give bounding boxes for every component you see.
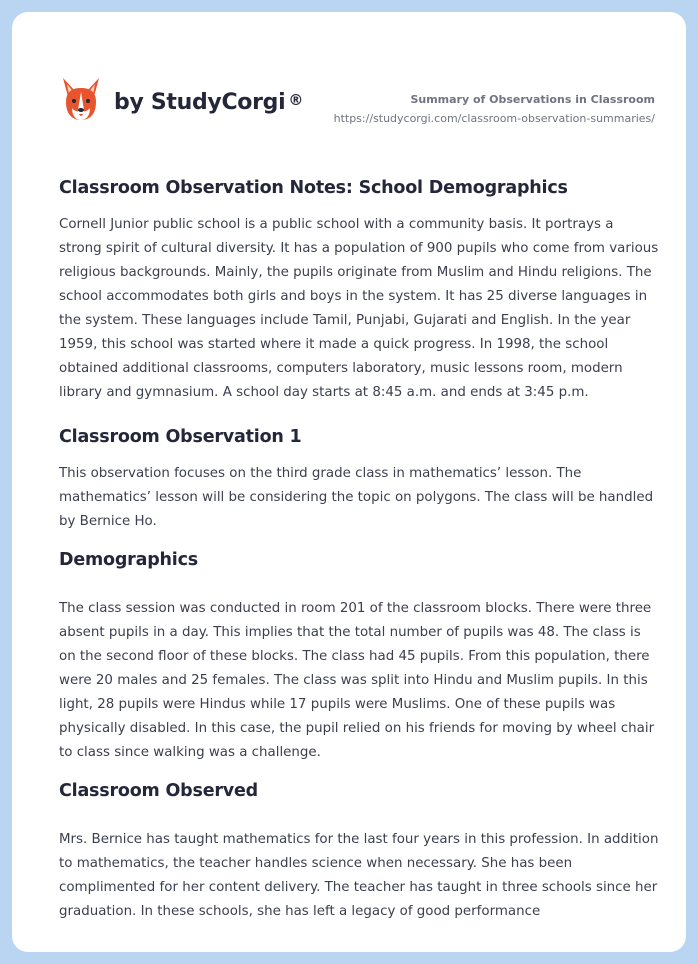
- registered-mark: ®: [288, 91, 304, 109]
- document-url[interactable]: https://studycorgi.com/classroom-observation-summaries/: [333, 112, 655, 125]
- studycorgi-logo[interactable]: [60, 76, 303, 124]
- brand-name: by StudyCorgi: [114, 89, 286, 115]
- section-paragraph: The class session was conducted in room 201 of the classroom blocks. There were three absent pupils in a day. This implies that the total number of pupils was 48. The class is on the second floor of these blocks. The class had 45 pupils. From this population, there were 20 males and 25 females. The class was split into Hindu and Muslim pupils. In this light, 28 pupils were Hindus while 17 pupils were Muslims. One of these pupils was physically disabled. In this case, the pupil relied on his friends for moving by wheel chair to class since walking was a challenge.: [59, 601, 655, 760]
- section-heading: Classroom Observation 1: [59, 427, 302, 447]
- section-heading: Classroom Observation Notes: School Demographics: [59, 178, 568, 198]
- section-paragraph: Mrs. Bernice has taught mathematics for the last four years in this profession. In addition to mathematics, the teacher handles science when necessary. She has been complimented for her content delivery. The teacher has taught in three schools since her graduation. In these schools, she has left a legacy of good performance: [59, 832, 659, 919]
- section-paragraph: Cornell Junior public school is a public school with a community basis. It portrays a strong spirit of cultural diversity. It has a population of 900 pupils who come from various religious backgrounds. Mainly, the pupils originate from Muslim and Hindu religions. The school accommodates both girls and boys in the system. It has 25 diverse languages in the system. These languages include Tamil, Punjabi, Gujarati and English. In the year 1959, this school was started where it made a quick progress. In 1998, the school obtained additional classrooms, computers laboratory, music lessons room, modern library and gymnasium. A school day starts at 8:45 a.m. and ends at 3:45 p.m.: [59, 217, 659, 400]
- corgi-logo-icon: [60, 76, 102, 124]
- section-paragraph: This observation focuses on the third grade class in mathematics’ lesson. The mathematics’ lesson will be considering the topic on polygons. The class will be handled by Bernice Ho.: [59, 466, 654, 529]
- section-heading: Demographics: [59, 550, 198, 570]
- document-title: Summary of Observations in Classroom: [410, 93, 655, 106]
- document-page: [12, 12, 686, 952]
- section-heading: Classroom Observed: [59, 781, 259, 801]
- article-body: [59, 172, 659, 924]
- page-header: [12, 12, 686, 152]
- document-meta: [334, 93, 655, 125]
